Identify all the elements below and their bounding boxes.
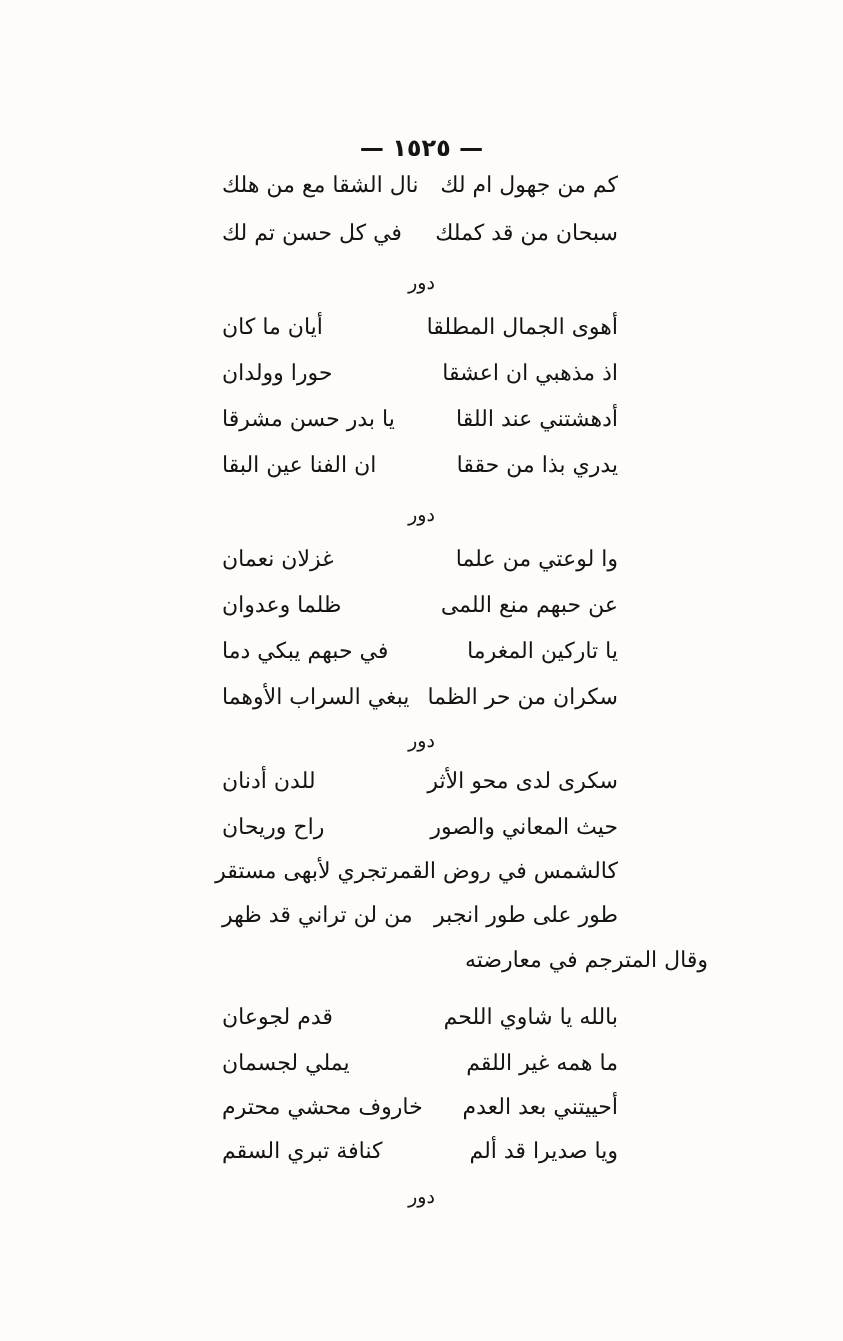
second-hemistich: نال الشقا مع من هلك <box>222 173 419 198</box>
first-hemistich: بالله يا شاوي اللحم <box>443 1005 618 1030</box>
section-divider-daur: دور <box>408 730 435 752</box>
second-hemistich: من لن تراني قد ظهر <box>222 903 413 928</box>
second-hemistich: في حبهم يبكي دما <box>222 639 389 664</box>
verse-line <box>222 1086 618 1130</box>
second-hemistich: ظلما وعدوان <box>222 593 342 618</box>
first-hemistich: أحييتني بعد العدم <box>462 1095 618 1120</box>
second-hemistich: ان الفنا عين البقا <box>222 453 377 478</box>
verse-line <box>222 1042 618 1086</box>
verse-line <box>222 1130 618 1174</box>
second-hemistich: غزلان نعمان <box>222 547 334 572</box>
first-hemistich: عن حبهم منع اللمى <box>440 593 618 618</box>
verse-line <box>222 584 618 628</box>
first-hemistich: طور على طور انجبر <box>434 903 618 928</box>
first-hemistich: سكرى لدى محو الأثر <box>427 769 618 794</box>
first-hemistich: سكران من حر الظما <box>427 685 618 710</box>
verse-line <box>222 164 618 208</box>
second-hemistich: خاروف محشي محترم <box>222 1095 423 1120</box>
verse-line <box>222 996 618 1040</box>
second-hemistich: يا بدر حسن مشرقا <box>222 407 395 432</box>
first-hemistich: اذ مذهبي ان اعشقا <box>442 361 618 386</box>
first-hemistich: كالشمس في روض القمر <box>387 859 618 884</box>
section-heading: وقال المترجم في معارضته <box>464 948 708 973</box>
verse-line <box>222 398 618 442</box>
second-hemistich: تجري لأبهى مستقر <box>215 859 388 884</box>
first-hemistich: سبحان من قد كملك <box>435 221 618 246</box>
section-divider-daur: دور <box>408 1186 435 1208</box>
verse-line <box>222 352 618 396</box>
second-hemistich: للدن أدنان <box>222 769 316 794</box>
verse-line <box>222 444 618 488</box>
first-hemistich: أدهشتني عند اللقا <box>456 407 618 432</box>
first-hemistich: يدري بذا من حققا <box>456 453 618 478</box>
second-hemistich: كنافة تبري السقم <box>222 1139 383 1164</box>
first-hemistich: حيث المعاني والصور <box>430 815 618 840</box>
second-hemistich: في كل حسن تم لك <box>222 221 402 246</box>
section-divider-daur: دور <box>408 272 435 294</box>
verse-line <box>222 806 618 850</box>
verse-line <box>222 630 618 674</box>
first-hemistich: وا لوعتي من علما <box>455 547 618 572</box>
first-hemistich: ما همه غير اللقم <box>466 1051 618 1076</box>
verse-line <box>222 306 618 350</box>
verse-line <box>222 676 618 720</box>
second-hemistich: يبغي السراب الأوهما <box>222 685 410 710</box>
verse-line <box>215 850 618 894</box>
verse-line <box>222 538 618 582</box>
verse-line <box>222 894 618 938</box>
page-number: — ١٥٢٥ — <box>359 134 484 162</box>
second-hemistich: يملي لجسمان <box>222 1051 350 1076</box>
section-divider-daur: دور <box>408 504 435 526</box>
second-hemistich: حورا وولدان <box>222 361 333 386</box>
first-hemistich: كم من جهول ام لك <box>440 173 618 198</box>
second-hemistich: راح وريحان <box>222 815 325 840</box>
verse-line <box>222 760 618 804</box>
verse-line <box>222 212 618 256</box>
first-hemistich: ويا صديرا قد ألم <box>469 1139 618 1164</box>
first-hemistich: يا تاركين المغرما <box>467 639 618 664</box>
second-hemistich: قدم لجوعان <box>222 1005 333 1030</box>
first-hemistich: أهوى الجمال المطلقا <box>426 315 618 340</box>
second-hemistich: أيان ما كان <box>222 315 323 340</box>
